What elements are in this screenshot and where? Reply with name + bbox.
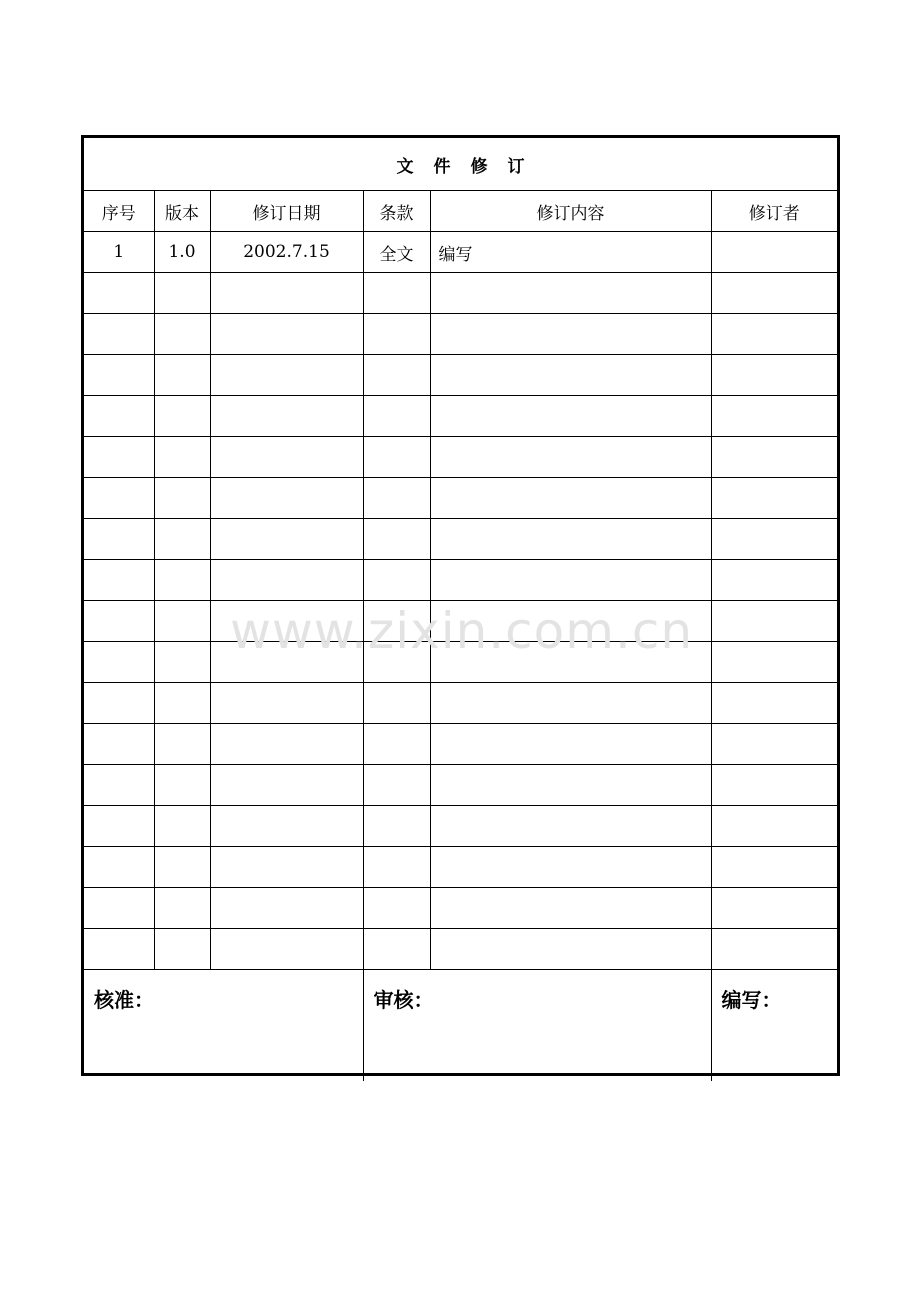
cell-serial [84,560,154,601]
header-content: 修订内容 [430,191,711,232]
cell-reviser [711,519,837,560]
cell-version [154,847,210,888]
cell-serial [84,683,154,724]
review-cell [363,970,711,1082]
table-row [84,642,837,683]
table-row [84,355,837,396]
cell-clause [363,765,430,806]
cell-version [154,929,210,970]
cell-clause [363,437,430,478]
table-row [84,847,837,888]
cell-clause [363,478,430,519]
cell-version [154,888,210,929]
cell-version [154,314,210,355]
header-reviser: 修订者 [711,191,837,232]
cell-clause [363,519,430,560]
cell-date [210,765,363,806]
cell-version [154,560,210,601]
table-row [84,314,837,355]
cell-content [430,560,711,601]
header-date: 修订日期 [210,191,363,232]
cell-version [154,601,210,642]
cell-reviser [711,642,837,683]
cell-clause [363,396,430,437]
cell-date [210,724,363,765]
cell-version [154,642,210,683]
cell-serial [84,519,154,560]
cell-reviser [711,560,837,601]
cell-content [430,929,711,970]
cell-date [210,478,363,519]
cell-version: 1.0 [154,232,210,273]
cell-reviser [711,437,837,478]
cell-clause: 全文 [363,232,430,273]
cell-content [430,642,711,683]
cell-serial [84,478,154,519]
cell-date [210,601,363,642]
cell-reviser [711,847,837,888]
cell-date [210,314,363,355]
table-row [84,560,837,601]
cell-reviser [711,765,837,806]
cell-content [430,765,711,806]
cell-clause [363,724,430,765]
cell-clause [363,806,430,847]
header-clause: 条款 [363,191,430,232]
approve-label: 核准： [94,988,154,1012]
cell-reviser [711,273,837,314]
cell-content [430,806,711,847]
table-row [84,232,837,273]
form-title: 文件修订 [84,138,837,191]
cell-content [430,683,711,724]
table-row [84,519,837,560]
cell-content [430,888,711,929]
cell-content [430,355,711,396]
author-cell [711,970,837,1082]
author-label: 编写： [721,988,782,1012]
cell-date [210,847,363,888]
cell-serial [84,314,154,355]
cell-version [154,806,210,847]
cell-clause [363,847,430,888]
cell-serial [84,847,154,888]
cell-reviser [711,232,837,273]
table-row [84,396,837,437]
cell-date [210,642,363,683]
cell-serial [84,273,154,314]
table-row [84,437,837,478]
revision-form [81,135,840,1076]
table-row [84,601,837,642]
cell-version [154,396,210,437]
cell-version [154,724,210,765]
table-row [84,273,837,314]
cell-version [154,437,210,478]
cell-date [210,519,363,560]
cell-reviser [711,724,837,765]
cell-version [154,355,210,396]
cell-reviser [711,888,837,929]
cell-clause [363,929,430,970]
table-row [84,724,837,765]
cell-clause [363,560,430,601]
cell-reviser [711,396,837,437]
cell-reviser [711,355,837,396]
cell-version [154,683,210,724]
cell-content [430,396,711,437]
review-label: 审核： [373,988,434,1012]
cell-content [430,601,711,642]
cell-content [430,314,711,355]
cell-content [430,847,711,888]
cell-content [430,273,711,314]
table-row [84,806,837,847]
cell-clause [363,314,430,355]
cell-date [210,806,363,847]
cell-version [154,765,210,806]
header-version: 版本 [154,191,210,232]
approve-cell [84,970,363,1082]
table-row [84,683,837,724]
header-row [84,191,837,232]
cell-clause [363,888,430,929]
table-row [84,929,837,970]
cell-reviser [711,683,837,724]
cell-serial: 1 [84,232,154,273]
cell-serial [84,888,154,929]
cell-clause [363,355,430,396]
cell-date [210,437,363,478]
cell-serial [84,355,154,396]
cell-date [210,396,363,437]
cell-reviser [711,601,837,642]
cell-reviser [711,478,837,519]
cell-version [154,273,210,314]
cell-serial [84,601,154,642]
cell-clause [363,683,430,724]
table-row [84,478,837,519]
cell-date [210,355,363,396]
cell-serial [84,437,154,478]
cell-clause [363,642,430,683]
watermark-text: www.zixin.com.cn [230,602,694,660]
cell-date [210,683,363,724]
cell-date [210,929,363,970]
cell-clause [363,273,430,314]
cell-reviser [711,929,837,970]
cell-version [154,478,210,519]
table-row [84,888,837,929]
cell-content [430,519,711,560]
cell-content: 编写 [430,232,711,273]
cell-content [430,478,711,519]
cell-serial [84,765,154,806]
cell-date [210,888,363,929]
cell-date [210,560,363,601]
cell-content [430,437,711,478]
revision-table [84,138,837,1081]
cell-content [430,724,711,765]
cell-reviser [711,314,837,355]
cell-serial [84,724,154,765]
cell-serial [84,396,154,437]
cell-version [154,519,210,560]
cell-reviser [711,806,837,847]
cell-serial [84,642,154,683]
table-row [84,765,837,806]
header-serial: 序号 [84,191,154,232]
cell-serial [84,806,154,847]
cell-date: 2002.7.15 [210,232,363,273]
signature-row [84,970,837,1082]
cell-clause [363,601,430,642]
cell-date [210,273,363,314]
cell-serial [84,929,154,970]
